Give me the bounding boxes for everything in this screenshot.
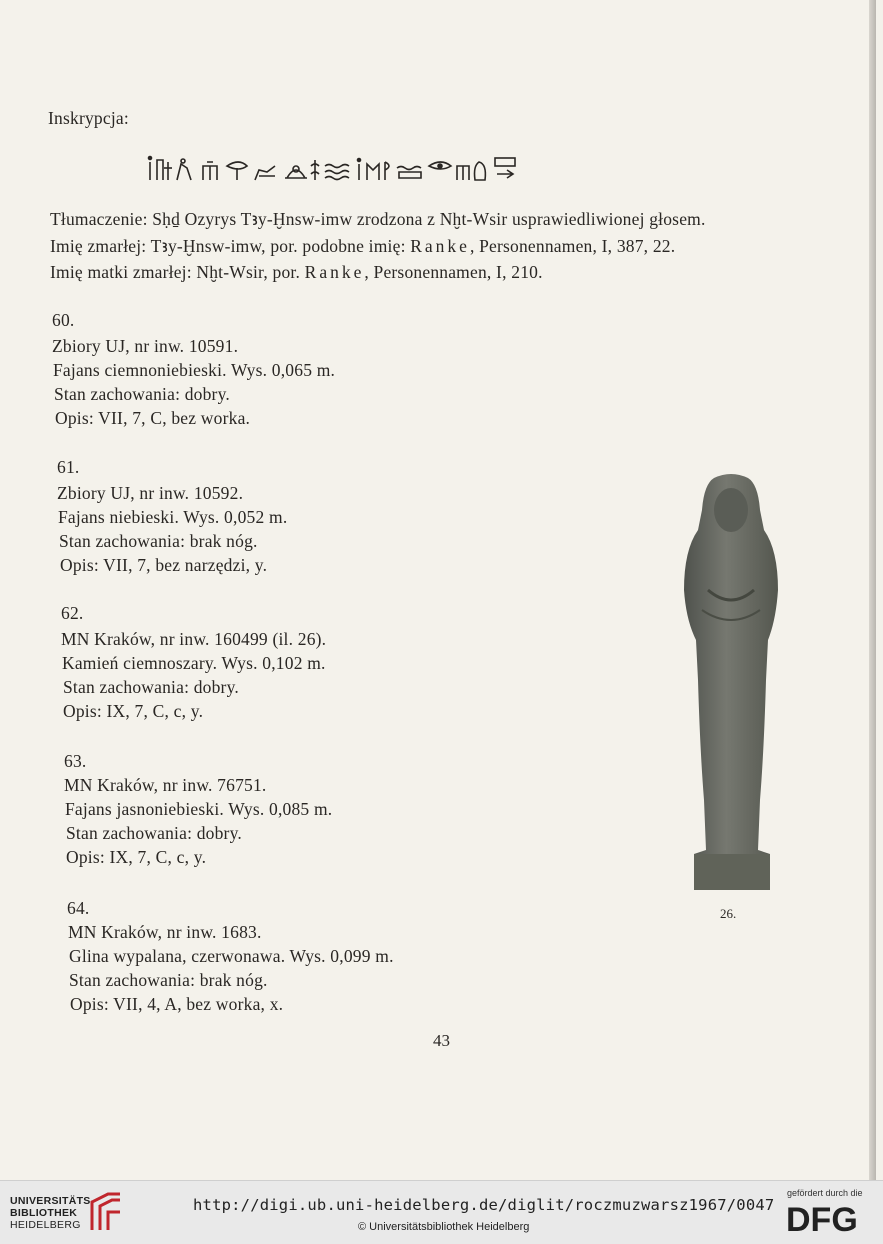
entry-64-collection: MN Kraków, nr inw. 1683. xyxy=(68,922,262,942)
entry-61-description: Opis: VII, 7, bez narzędzi, y. xyxy=(60,555,268,575)
entry-64-state: Stan zachowania: brak nóg. xyxy=(69,970,268,990)
hieroglyph-inscription xyxy=(147,152,517,184)
translation-line-1: Tłumaczenie: Sḥḏ Ozyrys Tꜣy-Ḫnsw-imw zrodzona z Nḫt-Wsir usprawiedliwionej głosem. xyxy=(50,209,706,229)
page-number: 43 xyxy=(433,1031,450,1050)
university-library-logo-icon xyxy=(88,1190,124,1234)
entry-61-state: Stan zachowania: brak nóg. xyxy=(59,531,258,551)
entry-60-material: Fajans ciemnoniebieski. Wys. 0,065 m. xyxy=(53,360,336,380)
entry-63-material: Fajans jasnoniebieski. Wys. 0,085 m. xyxy=(65,799,333,819)
entry-62-description: Opis: IX, 7, C, c, y. xyxy=(63,701,204,721)
entry-60-state: Stan zachowania: dobry. xyxy=(54,384,230,404)
figure-caption: 26. xyxy=(720,906,737,921)
entry-64-material: Glina wypalana, czerwonawa. Wys. 0,099 m. xyxy=(69,946,394,966)
entry-61-number: 61. xyxy=(57,457,80,477)
entry-64-number: 64. xyxy=(67,898,90,918)
entry-63-number: 63. xyxy=(64,751,87,771)
inscription-heading: Inskrypcja: xyxy=(48,108,129,128)
copyright-notice: © Universitätsbibliothek Heidelberg xyxy=(358,1221,530,1233)
translation-line-3: Imię matki zmarłej: Nḫt-Wsir, por. Ranke, Personennamen, I, 210. xyxy=(50,262,543,282)
footer-bar xyxy=(0,1180,883,1244)
entry-62-number: 62. xyxy=(61,603,84,623)
entry-62-material: Kamień ciemnoszary. Wys. 0,102 m. xyxy=(62,653,326,673)
entry-60-number: 60. xyxy=(52,310,75,330)
entry-60-collection: Zbiory UJ, nr inw. 10591. xyxy=(52,336,239,356)
author-ranke: Ranke xyxy=(304,262,365,282)
entry-61-material: Fajans niebieski. Wys. 0,052 m. xyxy=(58,507,288,527)
author-ranke: Ranke xyxy=(410,236,470,256)
entry-60-description: Opis: VII, 7, C, bez worka. xyxy=(55,408,251,428)
funding-label: gefördert durch die xyxy=(787,1188,863,1198)
entry-63-collection: MN Kraków, nr inw. 76751. xyxy=(64,775,267,795)
entry-64-description: Opis: VII, 4, A, bez worka, x. xyxy=(70,994,284,1014)
entry-62-state: Stan zachowania: dobry. xyxy=(63,677,239,697)
page-edge xyxy=(869,0,876,1180)
entry-62-collection: MN Kraków, nr inw. 160499 (il. 26). xyxy=(61,629,327,649)
entry-63-state: Stan zachowania: dobry. xyxy=(66,823,242,843)
entry-63-description: Opis: IX, 7, C, c, y. xyxy=(66,847,207,867)
university-library-name: UNIVERSITÄTS- BIBLIOTHEK HEIDELBERG xyxy=(10,1195,95,1231)
svg-text:DFG: DFG xyxy=(786,1201,858,1235)
permalink-url[interactable]: http://digi.ub.uni-heidelberg.de/diglit/roczmuzwarsz1967/0047 xyxy=(193,1196,775,1214)
entry-61-collection: Zbiory UJ, nr inw. 10592. xyxy=(57,483,244,503)
ushabti-figure-photo xyxy=(678,470,784,895)
translation-line-2: Imię zmarłej: Tꜣy-Ḫnsw-imw, por. podobne imię: Ranke, Personennamen, I, 387, 22. xyxy=(50,236,676,256)
dfg-logo xyxy=(786,1201,870,1235)
